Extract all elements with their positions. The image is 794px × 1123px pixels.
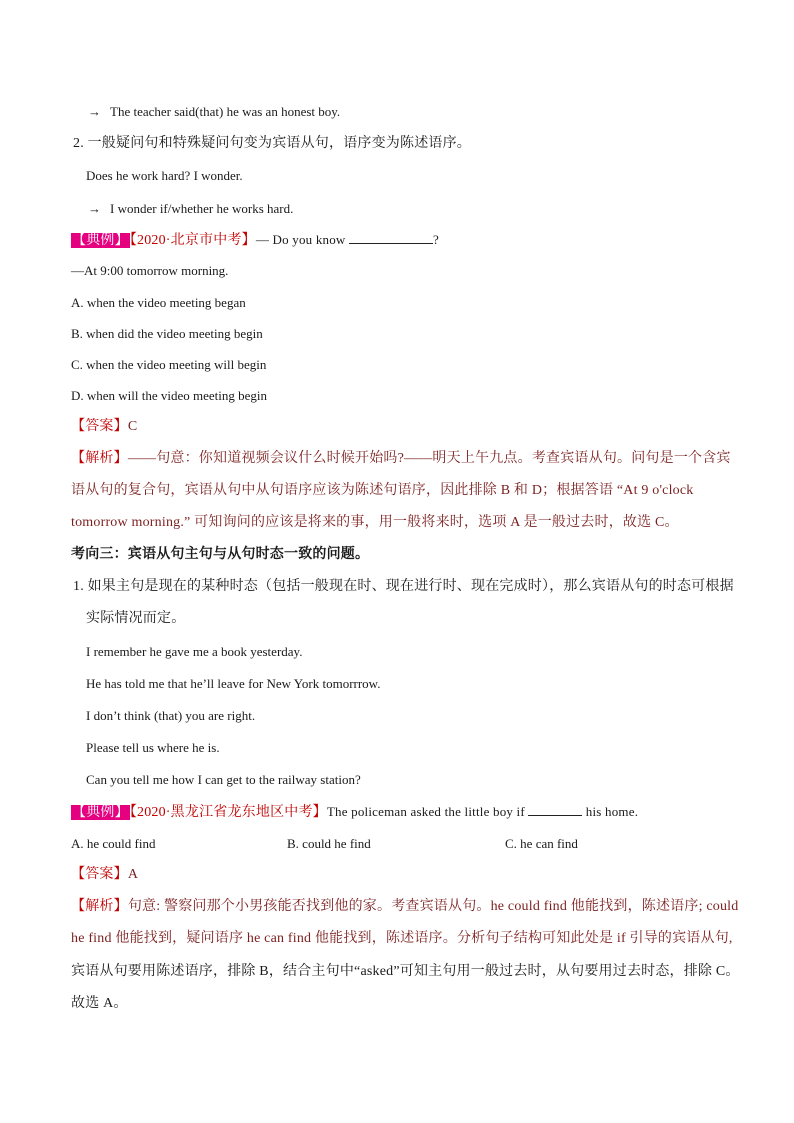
option-c: C. he can find [505, 836, 578, 851]
question-text: — Do you know [255, 232, 349, 247]
question-end: his home. [582, 804, 639, 819]
answer-label: 【答案】 [71, 419, 128, 434]
example1-analysis-line-2: 语从句的复合句，宾语从句中从句语序应该为陈述句语序，因此排除 B 和 D；根据答语 “At 9 o'clock [71, 483, 694, 498]
option-b: B. could he find [287, 836, 371, 851]
example1-analysis-line-1 [71, 450, 731, 468]
example2-answer [71, 866, 138, 884]
example-tag: 【典例】 [72, 233, 129, 248]
analysis-text: 句意: 警察问那个小男孩能否找到他的家。考查宾语从句。he could find 他能找到，陈述语序; could [127, 899, 739, 914]
rule-1-line-2: 实际情况而定。 [86, 611, 186, 626]
example2-question [71, 803, 638, 822]
example-source: 【2020·黑龙江省龙东地区中考】 [129, 805, 327, 820]
question-text: The policeman asked the little boy if [326, 804, 529, 819]
analysis-label: 【解析】 [71, 899, 128, 914]
analysis-text: ——句意：你知道视频会议什么时候开始吗?——明天上午九点。考查宾语从句。问句是一个含宾 [127, 451, 731, 466]
example-source: 【2020·北京市中考】 [129, 233, 256, 248]
option-b: B. when did the video meeting begin [71, 326, 263, 341]
example-sentence: The teacher said(that) he was an honest boy. [110, 104, 341, 119]
example2-analysis-line-1 [71, 898, 738, 916]
arrow-icon: → [88, 104, 101, 119]
answer-value: A [127, 867, 139, 882]
option-d: D. when will the video meeting begin [71, 388, 268, 403]
example-sentence: I wonder if/whether he works hard. [110, 201, 294, 216]
example2-analysis-line-4: 故选 A。 [71, 996, 128, 1011]
example1-answer [71, 418, 137, 436]
section-heading: 考向三：宾语从句主句与从句时态一致的问题。 [71, 547, 370, 562]
example-sentence: Can you tell me how I can get to the railway station? [86, 772, 361, 787]
answer-blank [528, 803, 582, 816]
text-line-4 [88, 200, 293, 218]
example-sentence: Does he work hard? I wonder. [86, 168, 243, 183]
rule-1-line-1: 1. 如果主句是现在的某种时态（包括一般现在时、现在进行时、现在完成时），那么宾语从句的时态可根据 [73, 579, 734, 594]
example2-analysis-line-3: 宾语从句要用陈述语序，排除 B，结合主句中“asked”可知主句用一般过去时，从句要用过去时态，排除 C。 [71, 964, 740, 979]
answer-label: 【答案】 [71, 867, 128, 882]
analysis-label: 【解析】 [71, 451, 128, 466]
example-sentence: I don’t think (that) you are right. [86, 708, 256, 723]
example1-reply: —At 9:00 tomorrow morning. [71, 263, 229, 278]
example-sentence: He has told me that he’ll leave for New York tomorrrow. [86, 676, 381, 691]
example2-analysis-line-2: he find 他能找到，疑问语序 he can find 他能找到，陈述语序。分析句子结构可知此处是 if 引导的宾语从句, [71, 931, 733, 946]
option-a: A. when the video meeting began [71, 295, 246, 310]
example-tag: 【典例】 [72, 805, 129, 820]
arrow-icon: → [88, 201, 101, 216]
rule-2: 2. 一般疑问句和特殊疑问句变为宾语从句，语序变为陈述语序。 [73, 136, 471, 151]
example1-analysis-line-3: tomorrow morning.” 可知询问的应该是将来的事，用一般将来时，选项 A 是一般过去时，故选 C。 [71, 515, 679, 530]
example1-question [71, 231, 439, 250]
text-line-1 [88, 103, 340, 121]
answer-blank [349, 231, 433, 244]
option-a: A. he could find [71, 836, 156, 851]
option-c: C. when the video meeting will begin [71, 357, 267, 372]
answer-value: C [127, 419, 138, 434]
example-sentence: Please tell us where he is. [86, 740, 220, 755]
example-sentence: I remember he gave me a book yesterday. [86, 644, 303, 659]
question-end: ? [432, 232, 439, 247]
